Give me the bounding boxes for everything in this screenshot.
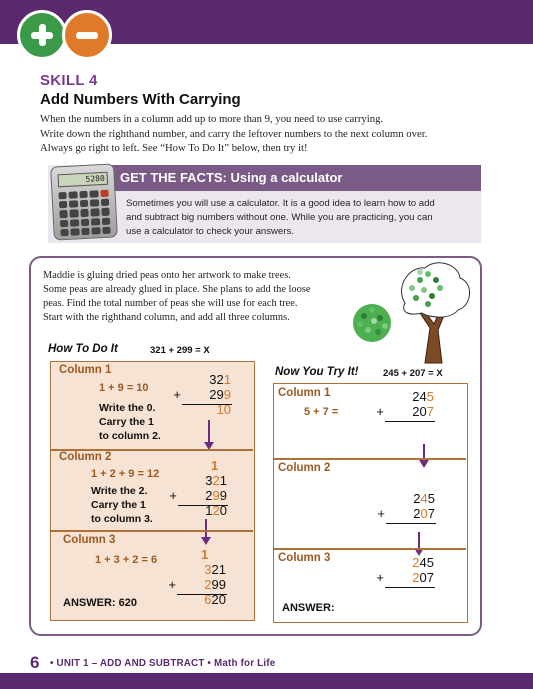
down-arrow-icon	[414, 532, 424, 556]
column-2-heading: Column 2	[59, 451, 112, 463]
facts-line: Sometimes you will use a calculator. It is a good idea to learn how to add	[126, 198, 435, 209]
try-column-2-top-number: 245	[413, 491, 435, 506]
pea-tree-illustration	[350, 258, 475, 366]
calculator-keys	[58, 190, 110, 237]
try-column-2-heading: Column 2	[278, 462, 331, 474]
column-3-result: 620	[204, 592, 226, 607]
try-column-3-top-number: 245	[412, 555, 434, 570]
column-2-result: 120	[205, 503, 227, 518]
column-3-top-number: 321	[204, 562, 226, 577]
story-line: Maddie is gluing dried peas onto her artwork to make trees.	[43, 270, 291, 281]
divider	[274, 458, 466, 460]
how-to-label: How To Do It	[48, 343, 118, 355]
plus-sign: +	[376, 570, 384, 585]
try-it-answer: ANSWER:	[282, 602, 335, 614]
plus-sign: +	[168, 577, 176, 592]
small-pea-bush	[353, 304, 391, 342]
column-3-step: 1 + 3 + 2 = 6	[95, 554, 158, 566]
story-line: Start with the righthand column, and add all three columns.	[43, 312, 290, 323]
down-arrow-icon	[419, 444, 429, 468]
column-2-bottom-number: 299	[205, 488, 227, 503]
facts-text	[126, 197, 476, 239]
plus-icon	[17, 10, 67, 60]
note-line: Write the 0.	[99, 402, 156, 414]
intro-line: When the numbers in a column add up to more than 9, you need to use carrying.	[40, 113, 384, 125]
column-1-top-number: 321	[209, 372, 231, 387]
column-3-bottom-number: 299	[204, 577, 226, 592]
note-line: to column 3.	[91, 513, 153, 525]
divider	[51, 530, 253, 532]
footer-text: • UNIT 1 – ADD AND SUBTRACT • Math for Life	[50, 658, 276, 669]
facts-line: and subtract big numbers without one. While you are practicing, you can	[126, 212, 433, 223]
down-arrow-icon	[201, 519, 211, 545]
column-3-heading: Column 3	[63, 534, 116, 546]
try-column-1-top-number: 245	[412, 389, 434, 404]
how-to-panel	[50, 361, 255, 621]
column-2-carry: 1	[211, 458, 219, 473]
intro-line: Write down the righthand number, and carry the leftover numbers to the next column over.	[40, 127, 428, 140]
note-line: to column 2.	[99, 430, 161, 442]
plus-sign: +	[169, 488, 177, 503]
try-column-2-bottom-number: 207	[413, 506, 435, 521]
column-1-note	[99, 401, 161, 443]
try-column-1-step: 5 + 7 =	[304, 406, 339, 418]
plus-sign: +	[377, 506, 385, 521]
note-line: Write the 2.	[91, 485, 148, 497]
story-line: peas. Find the total number of peas she will use for each tree.	[43, 298, 298, 309]
footer-bar	[0, 673, 533, 689]
column-1-result: 10	[216, 402, 231, 417]
try-column-3-bottom-number: 207	[412, 570, 434, 585]
facts-title: GET THE FACTS: Using a calculator	[120, 170, 343, 185]
plus-sign: +	[376, 404, 384, 419]
page-footer	[0, 645, 533, 689]
column-2-step: 1 + 2 + 9 = 12	[91, 468, 160, 480]
column-1-step: 1 + 9 = 10	[99, 382, 149, 394]
how-to-answer: ANSWER: 620	[63, 597, 137, 609]
how-to-equation: 321 + 299 = X	[150, 345, 210, 356]
column-1-bottom-number: 299	[209, 387, 231, 402]
story-line: Some peas are already glued in place. She plans to add the loose	[43, 284, 311, 295]
try-column-3-heading: Column 3	[278, 552, 331, 564]
large-tree	[402, 263, 470, 363]
page-number: 6	[30, 653, 40, 672]
try-it-label: Now You Try It!	[275, 366, 359, 378]
facts-header	[110, 165, 481, 191]
sum-line	[385, 421, 435, 422]
try-column-1-heading: Column 1	[278, 387, 331, 399]
facts-line: use a calculator to check your answers.	[126, 226, 294, 237]
column-1-heading: Column 1	[59, 364, 112, 376]
minus-icon	[62, 10, 112, 60]
calculator-icon	[50, 163, 118, 240]
note-line: Carry the 1	[91, 499, 146, 511]
page-title: Add Numbers With Carrying	[40, 91, 241, 108]
sum-line	[386, 523, 436, 524]
skill-number: SKILL 4	[40, 72, 98, 89]
plus-sign: +	[173, 387, 181, 402]
divider	[274, 548, 466, 550]
intro-line: Always go right to left. See “How To Do It” below, then try it!	[40, 142, 308, 154]
sum-line	[385, 587, 435, 588]
down-arrow-icon	[204, 420, 214, 450]
intro-paragraph	[40, 112, 510, 156]
try-column-1-bottom-number: 207	[412, 404, 434, 419]
column-2-note	[91, 484, 153, 526]
note-line: Carry the 1	[99, 416, 154, 428]
try-it-panel	[273, 383, 468, 623]
story-paragraph	[43, 269, 373, 325]
try-it-equation: 245 + 207 = X	[383, 368, 443, 379]
calculator-display: 5280	[58, 172, 109, 188]
column-2-top-number: 321	[205, 473, 227, 488]
column-3-carry: 1	[201, 547, 209, 562]
